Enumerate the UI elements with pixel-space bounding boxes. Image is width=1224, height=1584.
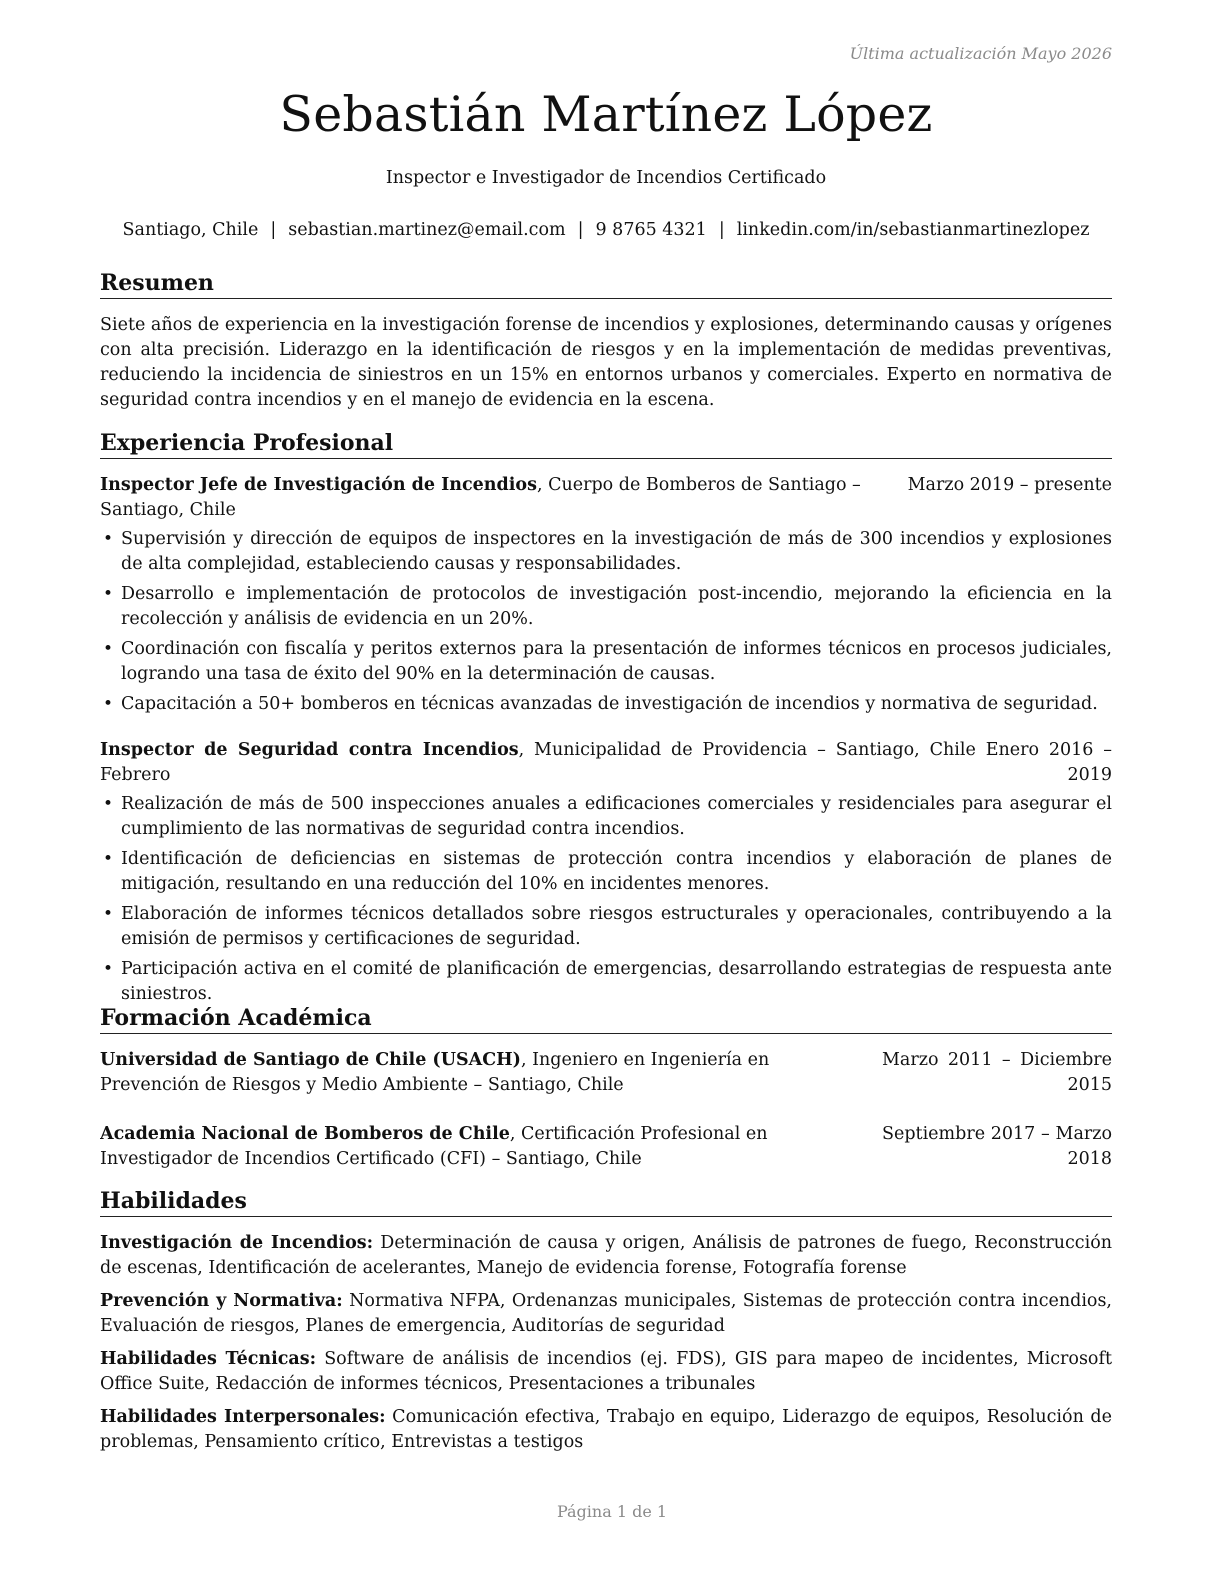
education-detail: , Certificación Profesional en Investigador de Incendios Certificado (CFI) – Santiago, Chile bbox=[100, 1124, 768, 1169]
skill-row bbox=[100, 1347, 1112, 1397]
education-entry bbox=[100, 1048, 1112, 1098]
summary-text: Siete años de experiencia en la investigación forense de incendios y explosiones, determinando causas y orígenes con alta precisión. Liderazgo en la identificación de riesgos y en la implementación de medidas preventivas, reduciendo la incidencia de siniestros en un 15% en entornos urbanos y comerciales. Experto en normativa de seguridad contra incendios y en el manejo de evidencia en la escena. bbox=[100, 315, 1112, 410]
job-title: Inspector Jefe de Investigación de Incendios bbox=[100, 475, 537, 495]
skill-label: Investigación de Incendios: bbox=[100, 1233, 374, 1253]
education-dates: Septiembre 2017 – Marzo 2018 bbox=[882, 1124, 1112, 1169]
skill-row bbox=[100, 1405, 1112, 1455]
candidate-subtitle: Inspector e Investigador de Incendios Certificado bbox=[385, 168, 827, 188]
job-organization: , Cuerpo de Bomberos de Santiago – Santiago, Chile bbox=[100, 475, 861, 520]
list-item: • Realización de más de 500 inspecciones anuales a edificaciones comerciales y residenciales para asegurar el cumplimiento de las normativas de seguridad contra incendios. bbox=[100, 792, 1112, 842]
job-bullets bbox=[100, 792, 1112, 1007]
skills-heading: Habilidades bbox=[100, 1188, 1112, 1217]
education-heading: Formación Académica bbox=[100, 1005, 1112, 1034]
job-entry bbox=[100, 473, 1112, 717]
education-dates: Marzo 2011 – Diciembre 2015 bbox=[882, 1050, 1112, 1095]
skill-row bbox=[100, 1289, 1112, 1339]
summary-heading: Resumen bbox=[100, 270, 1112, 299]
experience-section bbox=[100, 430, 1112, 1012]
contact-separator: | bbox=[577, 220, 584, 240]
job-dates: Marzo 2019 – presente bbox=[907, 475, 1112, 495]
skill-text: Software de análisis de incendios (ej. FDS), GIS para mapeo de incidentes, Microsoft Office Suite, Redacción de informes técnicos, Presentaciones a tribunales bbox=[100, 1349, 1112, 1394]
job-title: Inspector de Seguridad contra Incendios bbox=[100, 740, 519, 760]
job-organization: , Municipalidad de Providencia – Santiago, Chile bbox=[518, 740, 976, 760]
list-item: • Desarrollo e implementación de protocolos de investigación post-incendio, mejorando la eficiencia en la recolección y análisis de evidencia en un 20%. bbox=[100, 582, 1112, 632]
candidate-name: Sebastián Martínez López bbox=[279, 86, 933, 143]
list-item: • Coordinación con fiscalía y peritos externos para la presentación de informes técnicos en procesos judiciales, logrando una tasa de éxito del 90% en la determinación de causas. bbox=[100, 637, 1112, 687]
job-entry bbox=[100, 738, 1112, 1007]
job-title-row bbox=[100, 738, 1112, 788]
skill-text: Normativa NFPA, Ordenanzas municipales, Sistemas de protección contra incendios, Evaluación de riesgos, Planes de emergencia, Auditorías de seguridad bbox=[100, 1291, 1113, 1336]
skill-row bbox=[100, 1231, 1112, 1281]
list-item: • Identificación de deficiencias en sistemas de protección contra incendios y elaboración de planes de mitigación, resultando en una reducción del 10% en incidentes menores. bbox=[100, 847, 1112, 897]
skill-label: Habilidades Interpersonales: bbox=[100, 1407, 386, 1427]
skills-section bbox=[100, 1188, 1112, 1455]
job-title-row bbox=[100, 473, 1112, 523]
education-detail: , Ingeniero en Ingeniería en Prevención de Riesgos y Medio Ambiente – Santiago, Chile bbox=[100, 1050, 770, 1095]
list-item: • Participación activa en el comité de planificación de emergencias, desarrollando estrategias de respuesta ante siniestros. bbox=[100, 957, 1112, 1007]
education-description bbox=[100, 1122, 870, 1172]
contact-linkedin: linkedin.com/in/sebastianmartinezlopez bbox=[736, 220, 1090, 240]
last-updated: Última actualización Mayo 2026 bbox=[849, 44, 1112, 63]
contact-separator: | bbox=[270, 220, 277, 240]
education-section bbox=[100, 1005, 1112, 1172]
education-institution: Universidad de Santiago de Chile (USACH) bbox=[100, 1050, 521, 1070]
skill-label: Prevención y Normativa: bbox=[100, 1291, 343, 1311]
skill-label: Habilidades Técnicas: bbox=[100, 1349, 317, 1369]
education-description bbox=[100, 1048, 870, 1098]
list-item: • Elaboración de informes técnicos detallados sobre riesgos estructurales y operacionales, contribuyendo a la emisión de permisos y certificaciones de seguridad. bbox=[100, 902, 1112, 952]
contact-location: Santiago, Chile bbox=[122, 220, 259, 240]
summary-section bbox=[100, 270, 1112, 413]
contact-phone: 9 8765 4321 bbox=[595, 220, 707, 240]
job-bullets bbox=[100, 527, 1112, 717]
contact-email: sebastian.martinez@email.com bbox=[288, 220, 566, 240]
job-dates: Enero 2016 – Febrero 2019 bbox=[100, 740, 1112, 785]
list-item: • Capacitación a 50+ bomberos en técnicas avanzadas de investigación de incendios y normativa de seguridad. bbox=[100, 692, 1112, 717]
skill-text: Comunicación efectiva, Trabajo en equipo, Liderazgo de equipos, Resolución de problemas, Pensamiento crítico, Entrevistas a testigos bbox=[100, 1407, 1112, 1452]
contact-separator: | bbox=[718, 220, 725, 240]
experience-heading: Experiencia Profesional bbox=[100, 430, 1112, 459]
education-institution: Academia Nacional de Bomberos de Chile bbox=[100, 1124, 510, 1144]
skill-text: Determinación de causa y origen, Análisis de patrones de fuego, Reconstrucción de escenas, Identificación de acelerantes, Manejo de evidencia forense, Fotografía forense bbox=[100, 1233, 1112, 1278]
contact-line bbox=[100, 220, 1112, 240]
education-entry bbox=[100, 1122, 1112, 1172]
page-number: Página 1 de 1 bbox=[556, 1502, 668, 1521]
list-item: • Supervisión y dirección de equipos de inspectores en la investigación de más de 300 incendios y explosiones de alta complejidad, estableciendo causas y responsabilidades. bbox=[100, 527, 1112, 577]
